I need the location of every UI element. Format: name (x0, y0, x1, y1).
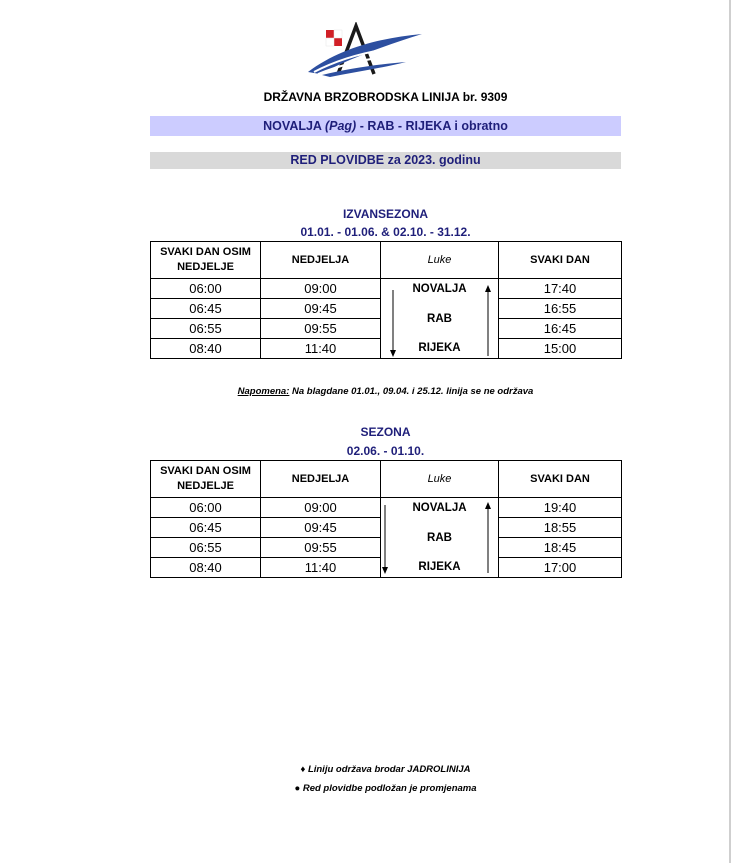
table-row (151, 518, 622, 538)
port-novalja: NOVALJA (381, 279, 499, 299)
col-sunday-header: NEDJELJA (261, 242, 381, 279)
departure-sunday: 09:45 (261, 299, 381, 319)
table-row (151, 558, 622, 578)
schedule-disclaimer: ● Red plovidbe podložan je promjenama (294, 783, 477, 794)
departure-sunday: 09:55 (261, 319, 381, 339)
route-start: NOVALJA (263, 119, 325, 133)
port-rab: RAB (381, 299, 499, 339)
route-banner (150, 116, 621, 136)
note-label: Napomena: (237, 386, 290, 397)
col-daily-header: SVAKI DAN (499, 461, 622, 498)
departure-sunday: 09:00 (261, 279, 381, 299)
return-daily: 17:40 (499, 279, 622, 299)
off-season-title: IZVANSEZONA (342, 207, 429, 221)
port-rijeka: RIJEKA (381, 339, 499, 359)
schedule-title: RED PLOVIDBE za 2023. godinu (150, 152, 621, 169)
holiday-note (150, 386, 621, 397)
port-rijeka: RIJEKA (381, 558, 499, 578)
table-row (151, 279, 622, 299)
departure-sunday: 11:40 (261, 339, 381, 359)
off-season-timetable (150, 241, 622, 359)
departure-sunday: 09:00 (261, 498, 381, 518)
season-dates: 02.06. - 01.10. (346, 444, 425, 458)
departure-sunday: 09:55 (261, 538, 381, 558)
return-daily: 18:45 (499, 538, 622, 558)
col-weekday-header: SVAKI DAN OSIM NEDJELJE (151, 461, 261, 498)
col-ports-header: Luke (381, 242, 499, 279)
route-island: (Pag) (324, 119, 357, 133)
return-daily: 19:40 (499, 498, 622, 518)
departure-weekday: 06:55 (151, 319, 261, 339)
season-timetable (150, 460, 622, 578)
operator-note: ♦ Liniju održava brodar JADROLINIJA (300, 764, 471, 775)
return-daily: 16:45 (499, 319, 622, 339)
route-rest: - RAB - RIJEKA i obratno (356, 119, 508, 133)
return-daily: 16:55 (499, 299, 622, 319)
off-season-dates: 01.01. - 01.06. & 02.10. - 31.12. (300, 225, 471, 239)
departure-weekday: 06:45 (151, 299, 261, 319)
table-header-row (151, 242, 622, 279)
return-daily: 18:55 (499, 518, 622, 538)
table-header-row (151, 461, 622, 498)
departure-weekday: 06:55 (151, 538, 261, 558)
agency-logo (300, 22, 425, 80)
departure-weekday: 06:00 (151, 279, 261, 299)
departure-sunday: 11:40 (261, 558, 381, 578)
col-sunday-header: NEDJELJA (261, 461, 381, 498)
col-weekday-header: SVAKI DAN OSIM NEDJELJE (151, 242, 261, 279)
departure-sunday: 09:45 (261, 518, 381, 538)
season-title: SEZONA (360, 425, 411, 439)
col-daily-header: SVAKI DAN (499, 242, 622, 279)
line-title: DRŽAVNA BRZOBRODSKA LINIJA br. 9309 (263, 90, 508, 104)
table-row (151, 498, 622, 518)
departure-weekday: 06:45 (151, 518, 261, 538)
departure-weekday: 08:40 (151, 339, 261, 359)
col-ports-header: Luke (381, 461, 499, 498)
port-novalja: NOVALJA (381, 498, 499, 518)
departure-weekday: 08:40 (151, 558, 261, 578)
table-row (151, 299, 622, 319)
return-daily: 15:00 (499, 339, 622, 359)
return-daily: 17:00 (499, 558, 622, 578)
table-row (151, 339, 622, 359)
page-edge (729, 0, 731, 863)
departure-weekday: 06:00 (151, 498, 261, 518)
note-text: Na blagdane 01.01., 09.04. i 25.12. linija se ne održava (289, 386, 534, 397)
port-rab: RAB (381, 518, 499, 558)
